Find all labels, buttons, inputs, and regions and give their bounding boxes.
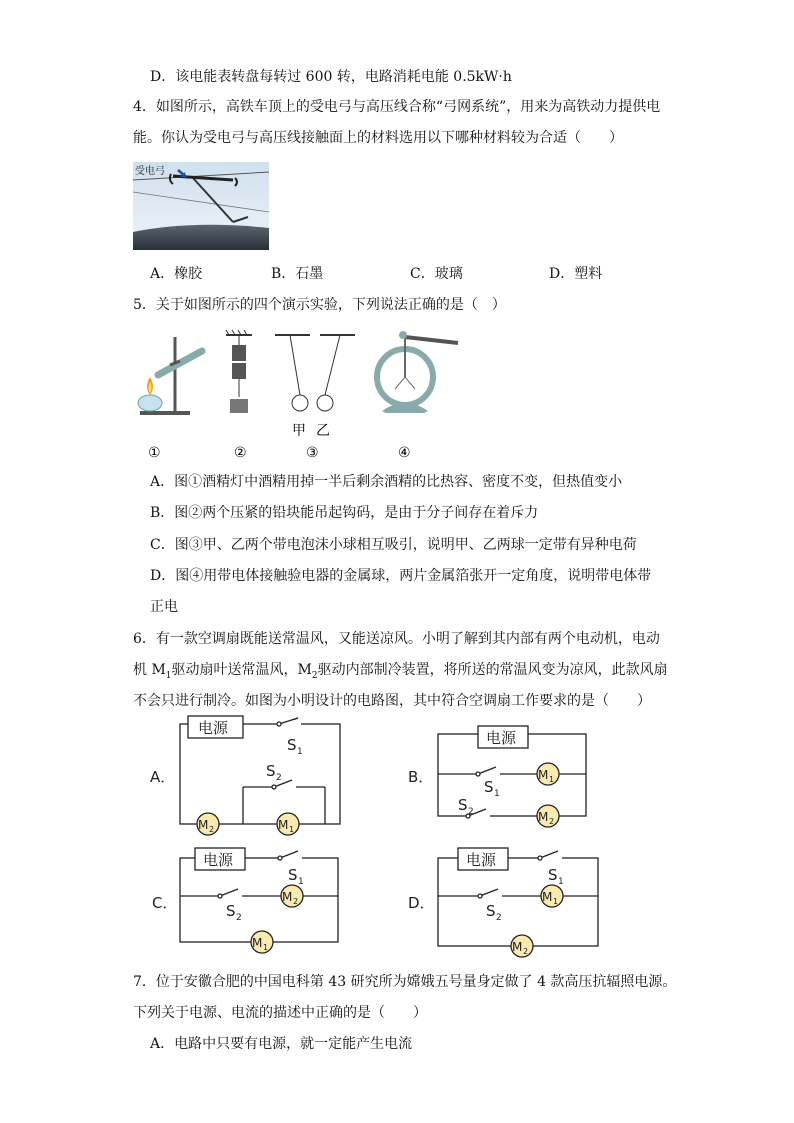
q3-option-d: D．该电能表转盘每转过 600 转，电路消耗电能 0.5kW·h [150, 69, 512, 85]
svg-text:1: 1 [263, 943, 269, 952]
q7-stem-line1: 7．位于安徽合肥的中国电科第 43 研究所为嫦娥五号量身定做了 4 款高压抗辐照电源。 [133, 974, 677, 990]
svg-text:1: 1 [289, 825, 295, 834]
svg-text:M: M [282, 890, 293, 904]
lead-blocks-figure [226, 330, 252, 413]
charged-balls-figure [275, 335, 355, 439]
svg-text:M: M [512, 940, 523, 954]
circuit-letter-b: B． [408, 768, 434, 786]
q7-stem-line2: 下列关于电源、电流的描述中正确的是（ ） [133, 1005, 427, 1021]
q6-stem-line1: 6．有一款空调扇既能送常温风，又能送凉风。小明了解到其内部有两个电动机，电动 [133, 631, 660, 647]
svg-text:2: 2 [496, 913, 502, 923]
svg-text:2: 2 [209, 825, 215, 834]
power-label-a: 电源 [198, 719, 229, 737]
fig-label-4: ④ [398, 445, 411, 461]
q7-option-a[interactable]: A．电路中只要有电源，就一定能产生电流 [150, 1036, 413, 1052]
q4-option-c[interactable]: C．玻璃 [410, 266, 463, 282]
svg-text:1: 1 [549, 775, 555, 784]
svg-text:S: S [266, 762, 276, 780]
q6-stem-line2: 机 $M_1$驱动扇叶送常温风，$M_2$驱动内部制冷装置，将所送的常温风变为凉风，此款风扇 [133, 662, 668, 681]
q5-option-a[interactable]: A．图①酒精灯中酒精用掉一半后剩余酒精的比热容、密度不变，但热值变小 [150, 474, 623, 490]
svg-text:M: M [538, 810, 549, 824]
q4-option-a[interactable]: A．橡胶 [150, 266, 203, 282]
q4-option-b[interactable]: B．石墨 [271, 266, 324, 282]
q6-circuits [140, 714, 620, 964]
circuit-letter-c: C． [152, 894, 178, 912]
svg-text:S: S [287, 736, 297, 754]
svg-text:S: S [548, 866, 558, 884]
q5-option-d-cont: 正电 [150, 599, 178, 615]
svg-text:1: 1 [558, 877, 564, 887]
q5-stem: 5．关于如图所示的四个演示实验，下列说法正确的是（ ） [133, 297, 506, 313]
q5-option-d[interactable]: D．图④用带电体接触验电器的金属球，两片金属箔张开一定角度，说明带电体带 [150, 568, 652, 584]
q5-option-c[interactable]: C．图③甲、乙两个带电泡沫小球相互吸引，说明甲、乙两球一定带有异种电荷 [150, 537, 637, 553]
power-label-c: 电源 [203, 851, 234, 869]
q5-figures [130, 325, 470, 465]
svg-text:S: S [484, 778, 494, 796]
svg-text:1: 1 [553, 897, 559, 906]
svg-text:M: M [198, 818, 209, 832]
q4-stem-line1: 4．如图所示，高铁车顶上的受电弓与高压线合称“弓网系统”，用来为高铁动力提供电 [133, 99, 661, 115]
circuit-letter-a: A． [150, 768, 176, 786]
svg-text:M: M [278, 818, 289, 832]
svg-text:2: 2 [468, 807, 474, 817]
svg-text:S: S [458, 796, 468, 814]
photo-label: 受电弓 [135, 166, 165, 177]
svg-text:M: M [542, 890, 553, 904]
svg-text:1: 1 [297, 747, 303, 757]
alcohol-lamp-figure [138, 337, 202, 415]
svg-text:S: S [486, 902, 496, 920]
svg-text:S: S [288, 866, 298, 884]
fig-label-3: ③ [306, 445, 319, 461]
power-label-b: 电源 [486, 729, 517, 747]
electroscope-figure [377, 331, 458, 413]
fig-label-2: ② [234, 445, 247, 461]
svg-text:S: S [226, 902, 236, 920]
pantograph-photo [133, 162, 269, 250]
ball-label-yi: 乙 [316, 423, 330, 439]
q6-stem-line3: 不会只进行制冷。如图为小明设计的电路图，其中符合空调扇工作要求的是（ ） [133, 693, 651, 709]
svg-text:1: 1 [494, 789, 500, 799]
circuit-letter-d: D． [408, 894, 435, 912]
svg-text:M: M [538, 768, 549, 782]
svg-text:M: M [252, 936, 263, 950]
svg-text:2: 2 [523, 947, 529, 956]
svg-text:2: 2 [549, 817, 555, 826]
q5-option-b[interactable]: B．图②两个压紧的铅块能吊起钩码，是由于分子间存在着斥力 [150, 505, 539, 521]
q4-stem-line2: 能。你认为受电弓与高压线接触面上的材料选用以下哪种材料较为合适（ ） [133, 130, 623, 146]
svg-text:1: 1 [298, 877, 304, 887]
svg-text:2: 2 [236, 913, 242, 923]
q4-option-d[interactable]: D．塑料 [549, 266, 603, 282]
power-label-d: 电源 [466, 851, 497, 869]
fig-label-1: ① [148, 445, 161, 461]
svg-text:2: 2 [276, 773, 282, 783]
ball-label-jia: 甲 [292, 423, 306, 439]
svg-text:2: 2 [293, 897, 299, 906]
